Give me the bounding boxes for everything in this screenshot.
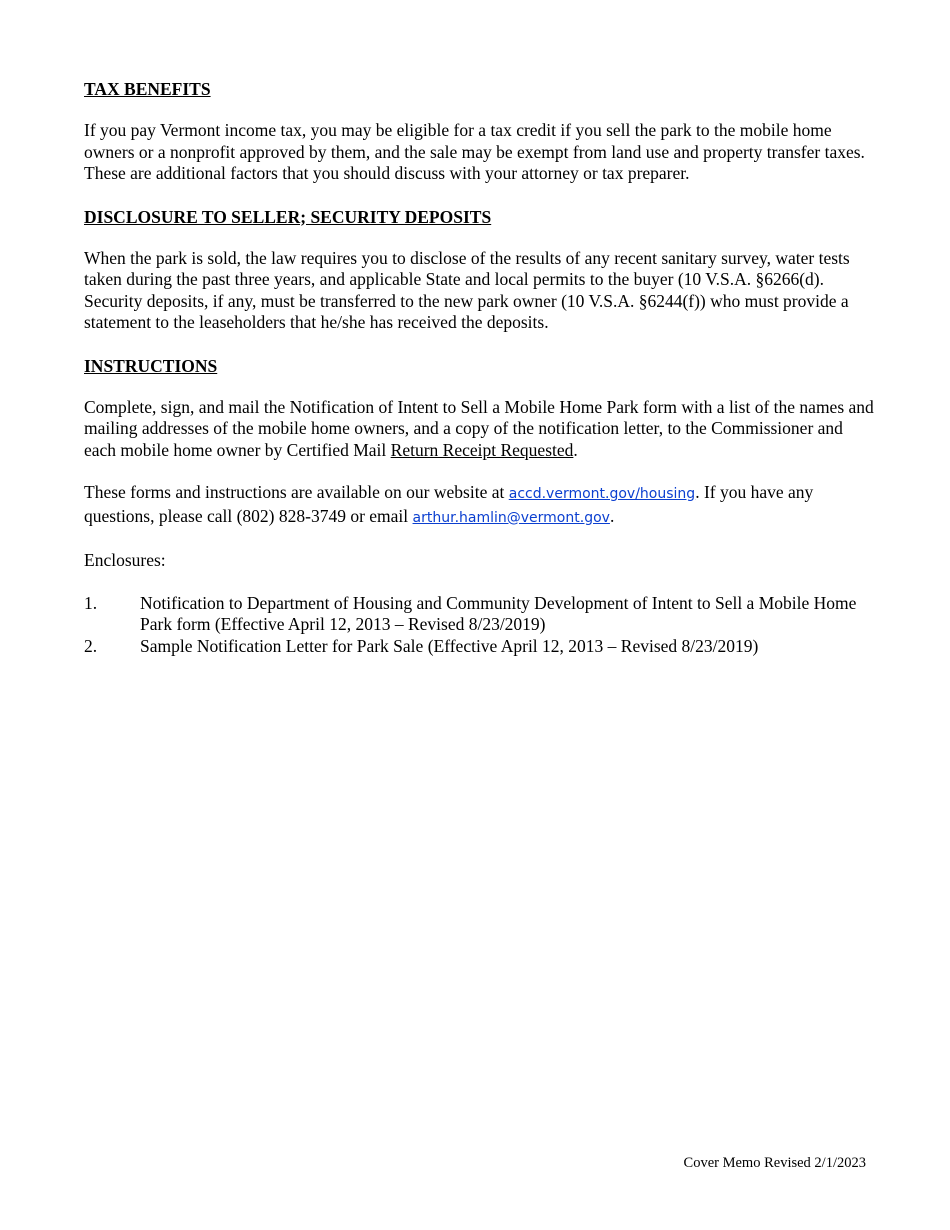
instructions-heading: INSTRUCTIONS [84, 355, 218, 376]
list-item [84, 593, 874, 636]
website-link[interactable]: accd.vermont.gov/housing [508, 486, 696, 502]
contact-text-2: . If you have any questions, please call (802) 828-3749 or email [84, 482, 814, 526]
list-item-text: Sample Notification Letter for Park Sale (Effective April 12, 2013 – Revised 8/23/2019) [140, 635, 759, 656]
instructions-paragraph [84, 397, 874, 462]
tax-benefits-heading: TAX BENEFITS [84, 79, 211, 99]
enclosures-list [84, 593, 874, 658]
disclosure-paragraph: When the park is sold, the law requires you to disclose of the results of any recent sanitary survey, water tests taken during the past three years, and applicable State and local permits to the buyer (10 V.S.A. §6266(d). Security deposits, if any, must be transferred to the new park owner (10 V.S.A. §6244(f)) who must provide a statement to the leaseholders that he/she has received the deposits. [84, 247, 850, 332]
tax-benefits-paragraph: If you pay Vermont income tax, you may be eligible for a tax credit if you sell the park to the mobile home owners or a nonprofit approved by them, and the sale may be exempt from land use and property transfer taxes. These are additional factors that you should discuss with your attorney or tax preparer. [84, 120, 865, 183]
document-page [84, 78, 874, 657]
return-receipt-requested: Return Receipt Requested [390, 439, 574, 460]
list-item-text: Notification to Department of Housing and Community Development of Intent to Sell a Mobile Home Park form (Effective April 12, 2013 – Revised 8/23/2019) [140, 592, 857, 634]
instructions-text-end: . [573, 439, 578, 460]
list-item [84, 636, 874, 658]
contact-text-3: . [609, 505, 615, 526]
contact-text-1: These forms and instructions are available on our website at [84, 482, 509, 502]
email-link[interactable]: arthur.hamlin@vermont.gov [412, 509, 610, 526]
instructions-text: Complete, sign, and mail the Notification of Intent to Sell a Mobile Home Park form with a list of the names and mailing addresses of the mobile home owners, and a copy of the notification letter, to the Commissioner and each mobile home owner by Certified Mail [84, 396, 874, 460]
enclosures-label: Enclosures: [84, 550, 166, 570]
disclosure-heading: DISCLOSURE TO SELLER; SECURITY DEPOSITS [84, 206, 492, 227]
footer-revision-note: Cover Memo Revised 2/1/2023 [683, 1155, 866, 1171]
contact-paragraph [84, 482, 874, 529]
list-item-number: 1. [84, 592, 98, 613]
list-item-number: 2. [84, 635, 98, 656]
